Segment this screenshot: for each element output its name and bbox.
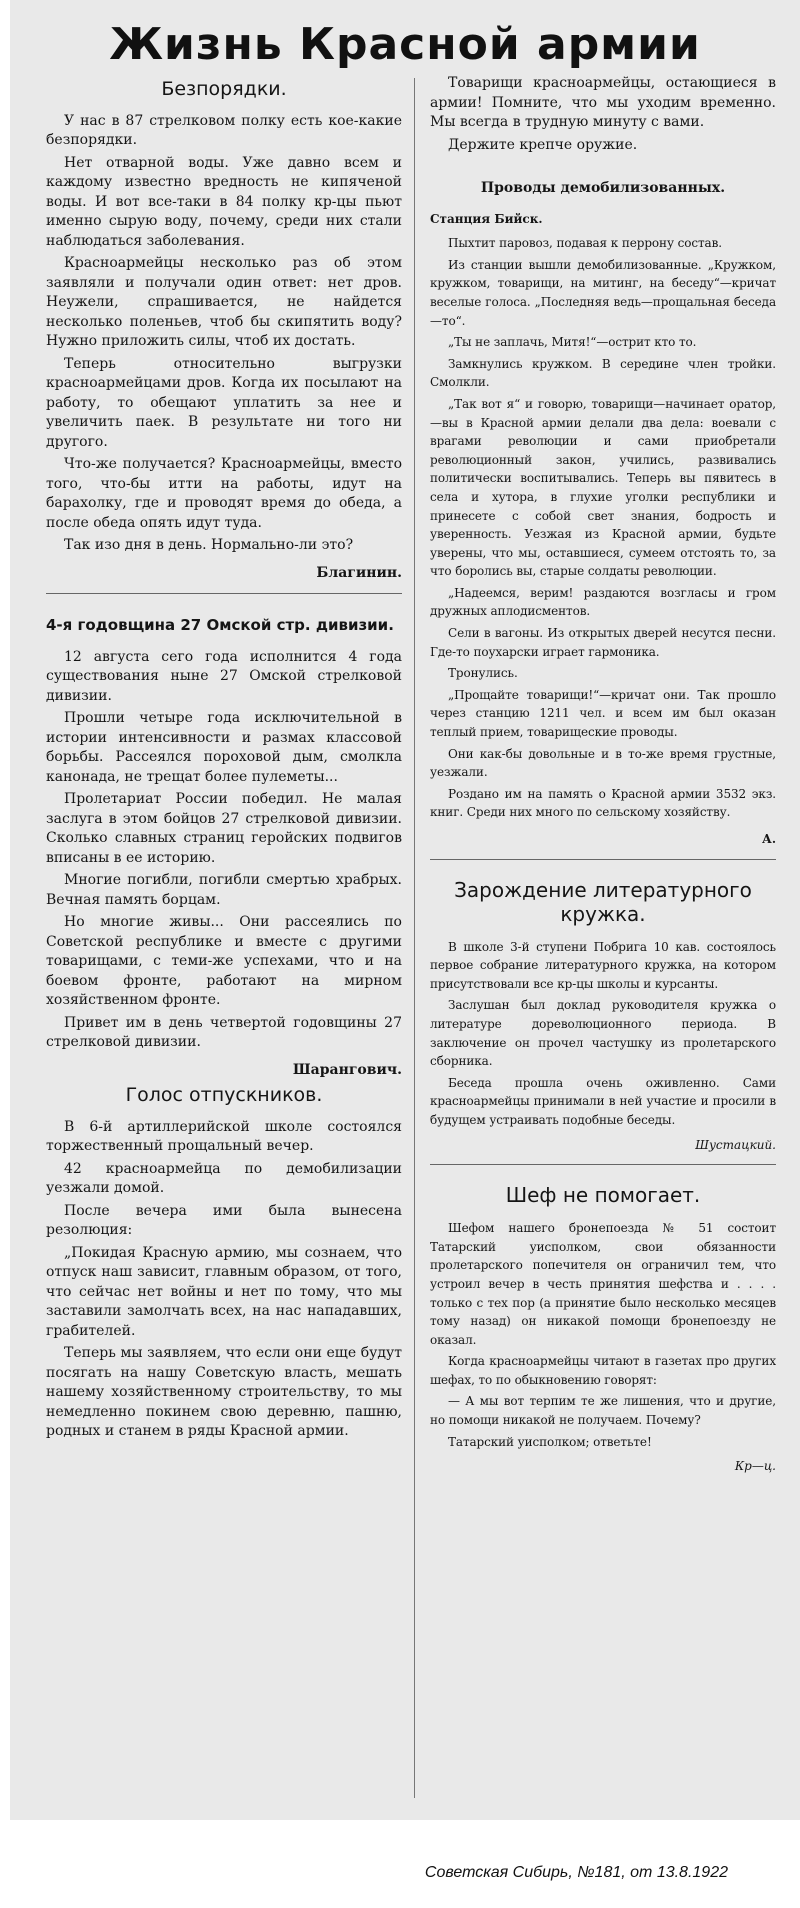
article-godovshchina <box>46 616 402 1080</box>
article-paragraph: Когда красноармейцы читают в газетах про других шефах, то по обыкновению говорят: <box>430 1354 776 1387</box>
article-title: Зарождение литературного кружка. <box>454 877 752 926</box>
article-paragraph: Нет отварной воды. Уже давно всем и каждому известно вредность не кипяченой воды. И вот все-таки в 84 полку кр-цы пьют именно сырую воду, почему, среди них стали наблюдаться заболевания. <box>46 154 402 249</box>
article-paragraph: Сели в вагоны. Из открытых дверей несутся песни. Где-то поухарски играет гармоника. <box>430 626 776 659</box>
article-paragraph: Что-же получается? Красноармейцы, вместо того, что-бы итти на работы, идут на барахолку, где и проводят время до обеда, а после обеда опять идут туда. <box>46 456 402 531</box>
article-title: Шеф не помогает. <box>505 1183 701 1208</box>
source-caption: Советская Сибирь, №181, от 13.8.1922 <box>424 1864 728 1881</box>
article-divider <box>430 859 776 860</box>
article-paragraph: Так изо дня в день. Нормально-ли это? <box>64 537 354 553</box>
article-paragraph: Заслушан был доклад руководителя кружка о литературе дореволюционного периода. В заключение он прочел частушку из пролетарского сборника. <box>430 998 776 1069</box>
article-divider <box>46 593 402 594</box>
article-provody <box>430 179 776 849</box>
article-paragraph: Шефом нашего бронепоезда № 51 состоит Татарский уисполком, свои обязанности пролетарского попечителя он ограничил тем, что устроил вечер в честь принятия шефства и . . . . только с тех пор (а принятие было несколько месяцев тому назад) он никакой помощи бронепоезду не оказал. <box>430 1221 776 1347</box>
article-title: 4-я годовщина 27 Омской стр. дивизии. <box>46 616 394 634</box>
article-paragraph: „Ты не заплачь, Митя!“—острит кто то. <box>448 335 697 350</box>
article-paragraph: Многие погибли, погибли смертью храбрых. Вечная память борцам. <box>46 872 402 908</box>
article-paragraph: Теперь мы заявляем, что если они еще будут посягать на нашу Советскую власть, мешать нашему хозяйственному строительству, то мы немедленно покинем свою деревню, пашню, родных и станем в ряды Красной армии. <box>46 1345 402 1439</box>
article-paragraph: „Так вот я“ и говорю, товарищи—начинает оратор,—вы в Красной армии делали два дела: воевали с врагами революции и сами приобретали революционный закон, учились, развивались политически воспитывались. Теперь вы пявитесь в села и хутора, в глухие уголки республики и принесете с собой свет знания, бодрость и уверенность. Уезжая из Красной армии, будьте уверены, что мы, оставшиеся, сумеем отстоять то, за что боролись вы, старые солдаты революции. <box>430 396 776 579</box>
article-paragraph: — А мы вот терпим те же лишения, что и другие, но помощи никакой не получаем. Почему? <box>430 1394 776 1428</box>
article-paragraph: После вечера ими была вынесена резолюция: <box>46 1202 402 1238</box>
article-paragraph: Татарский уисполком; ответьте! <box>448 1434 652 1449</box>
article-otpuskniki-continued <box>430 74 776 155</box>
article-otpuskniki-start <box>46 1086 402 1442</box>
article-kruzhok <box>430 878 776 1155</box>
article-paragraph: Тронулись. <box>448 666 518 681</box>
article-paragraph: Из станции вышли демобилизованные. „Кружком, кружком, товарищи, на митинг, на беседу“—кричат веселые голоса. „Последняя ведь—прощальная беседа—то“. <box>430 257 776 328</box>
article-title: Проводы демобилизованных. <box>480 180 726 196</box>
newspaper-clipping <box>10 0 800 1820</box>
article-signature: Кр—ц. <box>734 1459 776 1474</box>
article-paragraph: „Надеемся, верим! раздаются возгласы и гром дружных аплодисментов. <box>430 585 776 619</box>
article-paragraph: Беседа прошла очень оживленно. Сами красноармейцы принимали в ней участие и просили в будущем устраивать подобные беседы. <box>430 1075 776 1127</box>
article-paragraph: Товарищи красноармейцы, остающиеся в армии! Помните, что мы уходим временно. Мы всегда в трудную минуту с вами. <box>430 75 776 130</box>
article-signature: Благинин. <box>316 564 402 581</box>
article-divider <box>430 1164 776 1165</box>
article-paragraph: „Покидая Красную армию, мы сознаем, что отпуск наш зависит, главным образом, от того, что сейчас нет войны и нет по тому, что мы заставили замолчать всех, на нас нападавших, грабителей. <box>46 1244 402 1339</box>
article-paragraph: Они как-бы довольные и в то-же время грустные, уезжали. <box>430 746 776 780</box>
article-paragraph: 42 красноармейца по демобилизации уезжали домой. <box>46 1160 402 1196</box>
right-column <box>430 74 776 1480</box>
article-paragraph: Роздано им на память о Красной армии 3532 экз. книг. Среди них много по сельскому хозяйству. <box>430 786 776 820</box>
article-signature: А. <box>762 832 776 846</box>
article-paragraph: Замкнулись кружком. В середине член тройки. Смолкли. <box>430 356 776 390</box>
article-paragraph: Держите крепче оружие. <box>448 136 638 153</box>
article-paragraph: Теперь относительно выгрузки красноармейцами дров. Когда их посылают на работу, то обещают уплатить за нее и увеличить паек. В результате ни того ни другого. <box>46 355 402 450</box>
article-paragraph: Пролетариат России победил. Не малая заслуга в этом бойцов 27 стрелковой дивизии. Сколько славных страниц геройских подвигов вписаны в ее историю. <box>46 791 402 866</box>
article-paragraph: Пыхтит паровоз, подавая к перрону состав. <box>448 236 722 251</box>
article-paragraph: Прошли четыре года исключительной в истории интенсивности и размах классовой борьбы. Рассеялся пороховой дым, смолкла канонада, не трещат более пулеметы... <box>46 710 402 785</box>
article-signature: Шарангович. <box>292 1061 402 1078</box>
article-paragraph: „Прощайте товарищи!“—кричат они. Так прошло через станцию 1211 чел. и всем им был оказан теплый прием, товарищеские проводы. <box>430 687 776 740</box>
article-title: Безпорядки. <box>161 78 287 100</box>
article-paragraph: Но многие живы... Они рассеялись по Советской республике и вместе с другими товарищами, с теми-же успехами, что и на боевом фронте, работают на мирном хозяйственном фронте. <box>46 914 402 1008</box>
article-shef <box>430 1183 776 1476</box>
article-bezporyadki <box>46 80 402 583</box>
article-paragraph: У нас в 87 стрелковом полку есть кое-какие безпорядки. <box>46 112 402 148</box>
page-title: Жизнь Красной армии <box>109 19 701 70</box>
article-paragraph: Привет им в день четвертой годовщины 27 стрелковой дивизии. <box>46 1014 402 1050</box>
article-dateline: Станция Бийск. <box>430 211 543 226</box>
article-paragraph: Красноармейцы несколько раз об этом заявляли и получали один ответ: нет дров. Неужели, спрашивается, не найдется несколько поленьев, чтоб бы скипятить воду? Нужно приложить силы, чтоб их достать. <box>46 255 402 349</box>
article-paragraph: В 6-й артиллерийской школе состоялся торжественный прощальный вечер. <box>46 1118 402 1154</box>
column-divider <box>414 78 415 1798</box>
article-paragraph: 12 августа сего года исполнится 4 года существования ныне 27 Омской стрелковой дивизии. <box>46 648 402 704</box>
article-signature: Шустацкий. <box>695 1137 776 1152</box>
article-title: Голос отпускников. <box>125 1084 323 1106</box>
left-column <box>46 74 402 1445</box>
article-paragraph: В школе 3-й ступени Побрига 10 кав. состоялось первое собрание литературного кружка, на котором присутствовали все кр-цы школы и курсанты. <box>430 939 776 991</box>
